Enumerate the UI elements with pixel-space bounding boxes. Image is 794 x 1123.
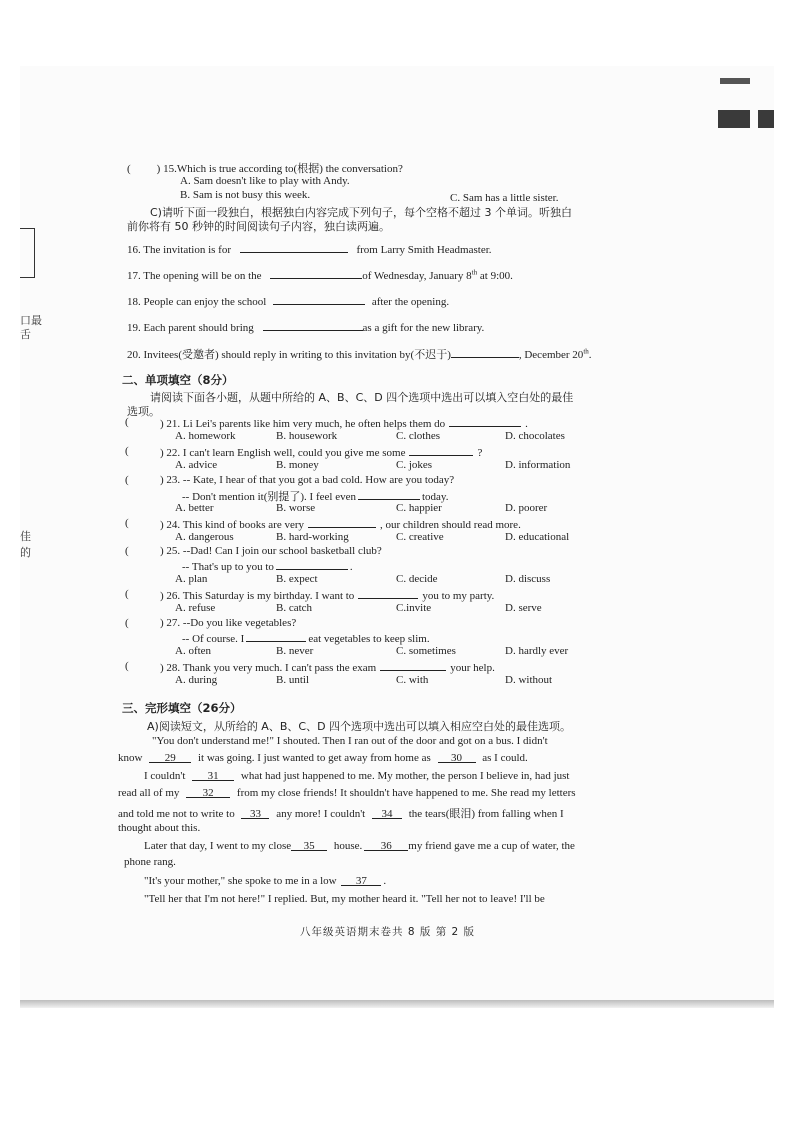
section-3-instructions: A)阅读短文，从所给的 A、B、C、D 四个选项中选出可以填入相应空白处的最佳选项。 xyxy=(147,720,572,733)
answer-bracket[interactable]: ( xyxy=(125,588,129,600)
section-2-instructions: 选项。 xyxy=(127,405,160,418)
cloze-blank-35[interactable]: 35 xyxy=(291,840,327,851)
answer-blank[interactable] xyxy=(273,294,365,305)
option-b[interactable]: B. until xyxy=(276,674,310,686)
page-edge-shadow xyxy=(20,1000,774,1008)
option-c[interactable]: C. creative xyxy=(396,531,444,543)
page-footer: 八年级英语期末卷共 8 版 第 2 版 xyxy=(300,926,476,938)
option-a[interactable]: A. often xyxy=(175,645,212,657)
option-b: B. Sam is not busy this week. xyxy=(180,189,311,201)
passage-line: and told me not to write to 33 any more! I couldn't 34 the tears(眼泪) from falling when I xyxy=(118,808,564,820)
option-c[interactable]: C. clothes xyxy=(396,430,440,442)
option-a[interactable]: A. better xyxy=(175,502,214,514)
question-22-stem: ) 22. I can't learn English well, could you give me some ? xyxy=(160,447,483,459)
answer-blank[interactable] xyxy=(263,320,363,331)
corner-mark xyxy=(718,110,750,128)
option-b[interactable]: B. expect xyxy=(276,573,318,585)
question-19: 19. Each parent should bring as a gift for the new library. xyxy=(127,322,485,334)
option-d[interactable]: D. poorer xyxy=(505,502,548,514)
margin-text: 口最 xyxy=(20,314,42,327)
passage-line: phone rang. xyxy=(124,856,176,868)
section-2-title: 二、单项填空（8分） xyxy=(122,373,234,387)
option-b[interactable]: B. catch xyxy=(276,602,313,614)
question-23-dialogue: -- Don't mention it(别提了). I feel even today. xyxy=(182,491,449,503)
passage-line: "It's your mother," she spoke to me in a low 37 . xyxy=(144,875,387,887)
option-d[interactable]: D. serve xyxy=(505,602,542,614)
question-26-stem: ) 26. This Saturday is my birthday. I want to you to my party. xyxy=(160,590,495,602)
corner-mark xyxy=(720,78,750,84)
passage-line: "You don't understand me!" I shouted. Then I ran out of the door and got on a bus. I didn't xyxy=(152,735,548,747)
answer-blank[interactable] xyxy=(358,489,420,500)
answer-blank[interactable] xyxy=(409,445,473,456)
option-c[interactable]: C. happier xyxy=(396,502,442,514)
option-a[interactable]: A. advice xyxy=(175,459,218,471)
option-c[interactable]: C. sometimes xyxy=(396,645,456,657)
question-25-stem: ) 25. --Dad! Can I join our school basketball club? xyxy=(160,545,382,557)
answer-blank[interactable] xyxy=(449,416,521,427)
question-17: 17. The opening will be on the of Wednesday, January 8th at 9:00. xyxy=(127,268,513,282)
option-a[interactable]: A. homework xyxy=(175,430,236,442)
option-d[interactable]: D. chocolates xyxy=(505,430,565,442)
cloze-blank-33[interactable]: 33 xyxy=(241,808,269,819)
cloze-blank-34[interactable]: 34 xyxy=(372,808,402,819)
option-d[interactable]: D. educational xyxy=(505,531,570,543)
option-d[interactable]: D. hardly ever xyxy=(505,645,569,657)
section-2-instructions: 请阅读下面各小题，从题中所给的 A、B、C、D 四个选项中选出可以填入空白处的最佳 xyxy=(150,391,574,404)
option-b[interactable]: B. money xyxy=(276,459,319,471)
binding-bracket xyxy=(20,228,35,278)
option-c[interactable]: C. decide xyxy=(396,573,438,585)
section-c-instructions: C)请听下面一段独白，根据独白内容完成下列句子，每个空格不超过 3 个单词。听独白 xyxy=(150,206,572,219)
answer-blank[interactable] xyxy=(276,559,348,570)
answer-bracket[interactable]: ( xyxy=(125,660,129,672)
option-b[interactable]: B. hard-working xyxy=(276,531,349,543)
option-b[interactable]: B. worse xyxy=(276,502,316,514)
answer-bracket[interactable]: ( xyxy=(125,545,129,557)
answer-bracket[interactable]: ( xyxy=(125,617,129,629)
passage-line: thought about this. xyxy=(118,822,201,834)
answer-bracket[interactable]: ( xyxy=(125,517,129,529)
option-a[interactable]: A. during xyxy=(175,674,218,686)
option-a[interactable]: A. dangerous xyxy=(175,531,234,543)
question-16: 16. The invitation is for from Larry Smith Headmaster. xyxy=(127,244,492,256)
question-28-stem: ) 28. Thank you very much. I can't pass the exam your help. xyxy=(160,662,495,674)
answer-blank[interactable] xyxy=(380,660,446,671)
option-c: C. Sam has a little sister. xyxy=(450,192,559,204)
answer-blank[interactable] xyxy=(270,268,362,279)
cloze-blank-36[interactable]: 36 xyxy=(364,840,408,851)
option-b[interactable]: B. housework xyxy=(276,430,338,442)
question-24-stem: ) 24. This kind of books are very , our children should read more. xyxy=(160,519,521,531)
corner-mark xyxy=(758,110,774,128)
section-c-instructions: 前你将有 50 秒钟的时间阅读句子内容，独白读两遍。 xyxy=(127,220,390,233)
question-20: 20. Invitees(受邀者) should reply in writing to this invitation by(不迟于) , December 20th. xyxy=(127,347,592,361)
answer-bracket[interactable]: ( xyxy=(125,445,129,457)
option-d[interactable]: D. without xyxy=(505,674,553,686)
cloze-blank-37[interactable]: 37 xyxy=(341,875,381,886)
cloze-blank-32[interactable]: 32 xyxy=(186,787,230,798)
passage-line: Later that day, I went to my close 35 house. 36 my friend gave me a cup of water, the xyxy=(144,840,575,852)
question-23-stem: ) 23. -- Kate, I hear of that you got a bad cold. How are you today? xyxy=(160,474,455,486)
option-d[interactable]: D. information xyxy=(505,459,571,471)
answer-blank[interactable] xyxy=(246,631,306,642)
margin-text: 的 xyxy=(20,546,31,559)
margin-text: 佳 xyxy=(20,530,31,543)
answer-blank[interactable] xyxy=(358,588,418,599)
cloze-blank-29[interactable]: 29 xyxy=(149,752,191,763)
option-c[interactable]: C.invite xyxy=(396,602,432,614)
option-a[interactable]: A. plan xyxy=(175,573,208,585)
option-a[interactable]: A. refuse xyxy=(175,602,216,614)
option-d[interactable]: D. discuss xyxy=(505,573,551,585)
answer-bracket[interactable]: ( xyxy=(125,416,129,428)
cloze-blank-30[interactable]: 30 xyxy=(438,752,476,763)
passage-line: "Tell her that I'm not here!" I replied. But, my mother heard it. "Tell her not to leave! I'll be xyxy=(144,893,545,905)
answer-blank[interactable] xyxy=(240,242,348,253)
question-stem: 15.Which is true according to(根据) the conversation? xyxy=(163,163,403,175)
passage-line: know 29 it was going. I just wanted to get away from home as 30 as I could. xyxy=(118,752,528,764)
answer-blank[interactable] xyxy=(308,517,376,528)
answer-bracket[interactable]: ( xyxy=(125,474,129,486)
question-21-stem: ) 21. Li Lei's parents like him very much, he often helps them do . xyxy=(160,418,528,430)
option-a: A. Sam doesn't like to play with Andy. xyxy=(180,175,350,187)
section-3-title: 三、完形填空（26分） xyxy=(122,701,242,715)
answer-blank[interactable] xyxy=(451,347,519,358)
passage-line: I couldn't 31 what had just happened to me. My mother, the person I believe in, had just xyxy=(144,770,570,782)
margin-text: 舌 xyxy=(20,328,31,341)
option-c[interactable]: C. with xyxy=(396,674,429,686)
cloze-blank-31[interactable]: 31 xyxy=(192,770,234,781)
question-27-stem: ) 27. --Do you like vegetables? xyxy=(160,617,297,629)
question-18: 18. People can enjoy the school after the opening. xyxy=(127,296,450,308)
question-25-dialogue: -- That's up to you to . xyxy=(182,561,353,573)
question-15: ( ) 15.Which is true according to(根据) the conversation? xyxy=(127,163,403,175)
option-b[interactable]: B. never xyxy=(276,645,314,657)
passage-line: read all of my 32 from my close friends! It shouldn't have happened to me. She read my letters xyxy=(118,787,576,799)
question-27-dialogue: -- Of course. I eat vegetables to keep slim. xyxy=(182,633,430,645)
option-c[interactable]: C. jokes xyxy=(396,459,433,471)
